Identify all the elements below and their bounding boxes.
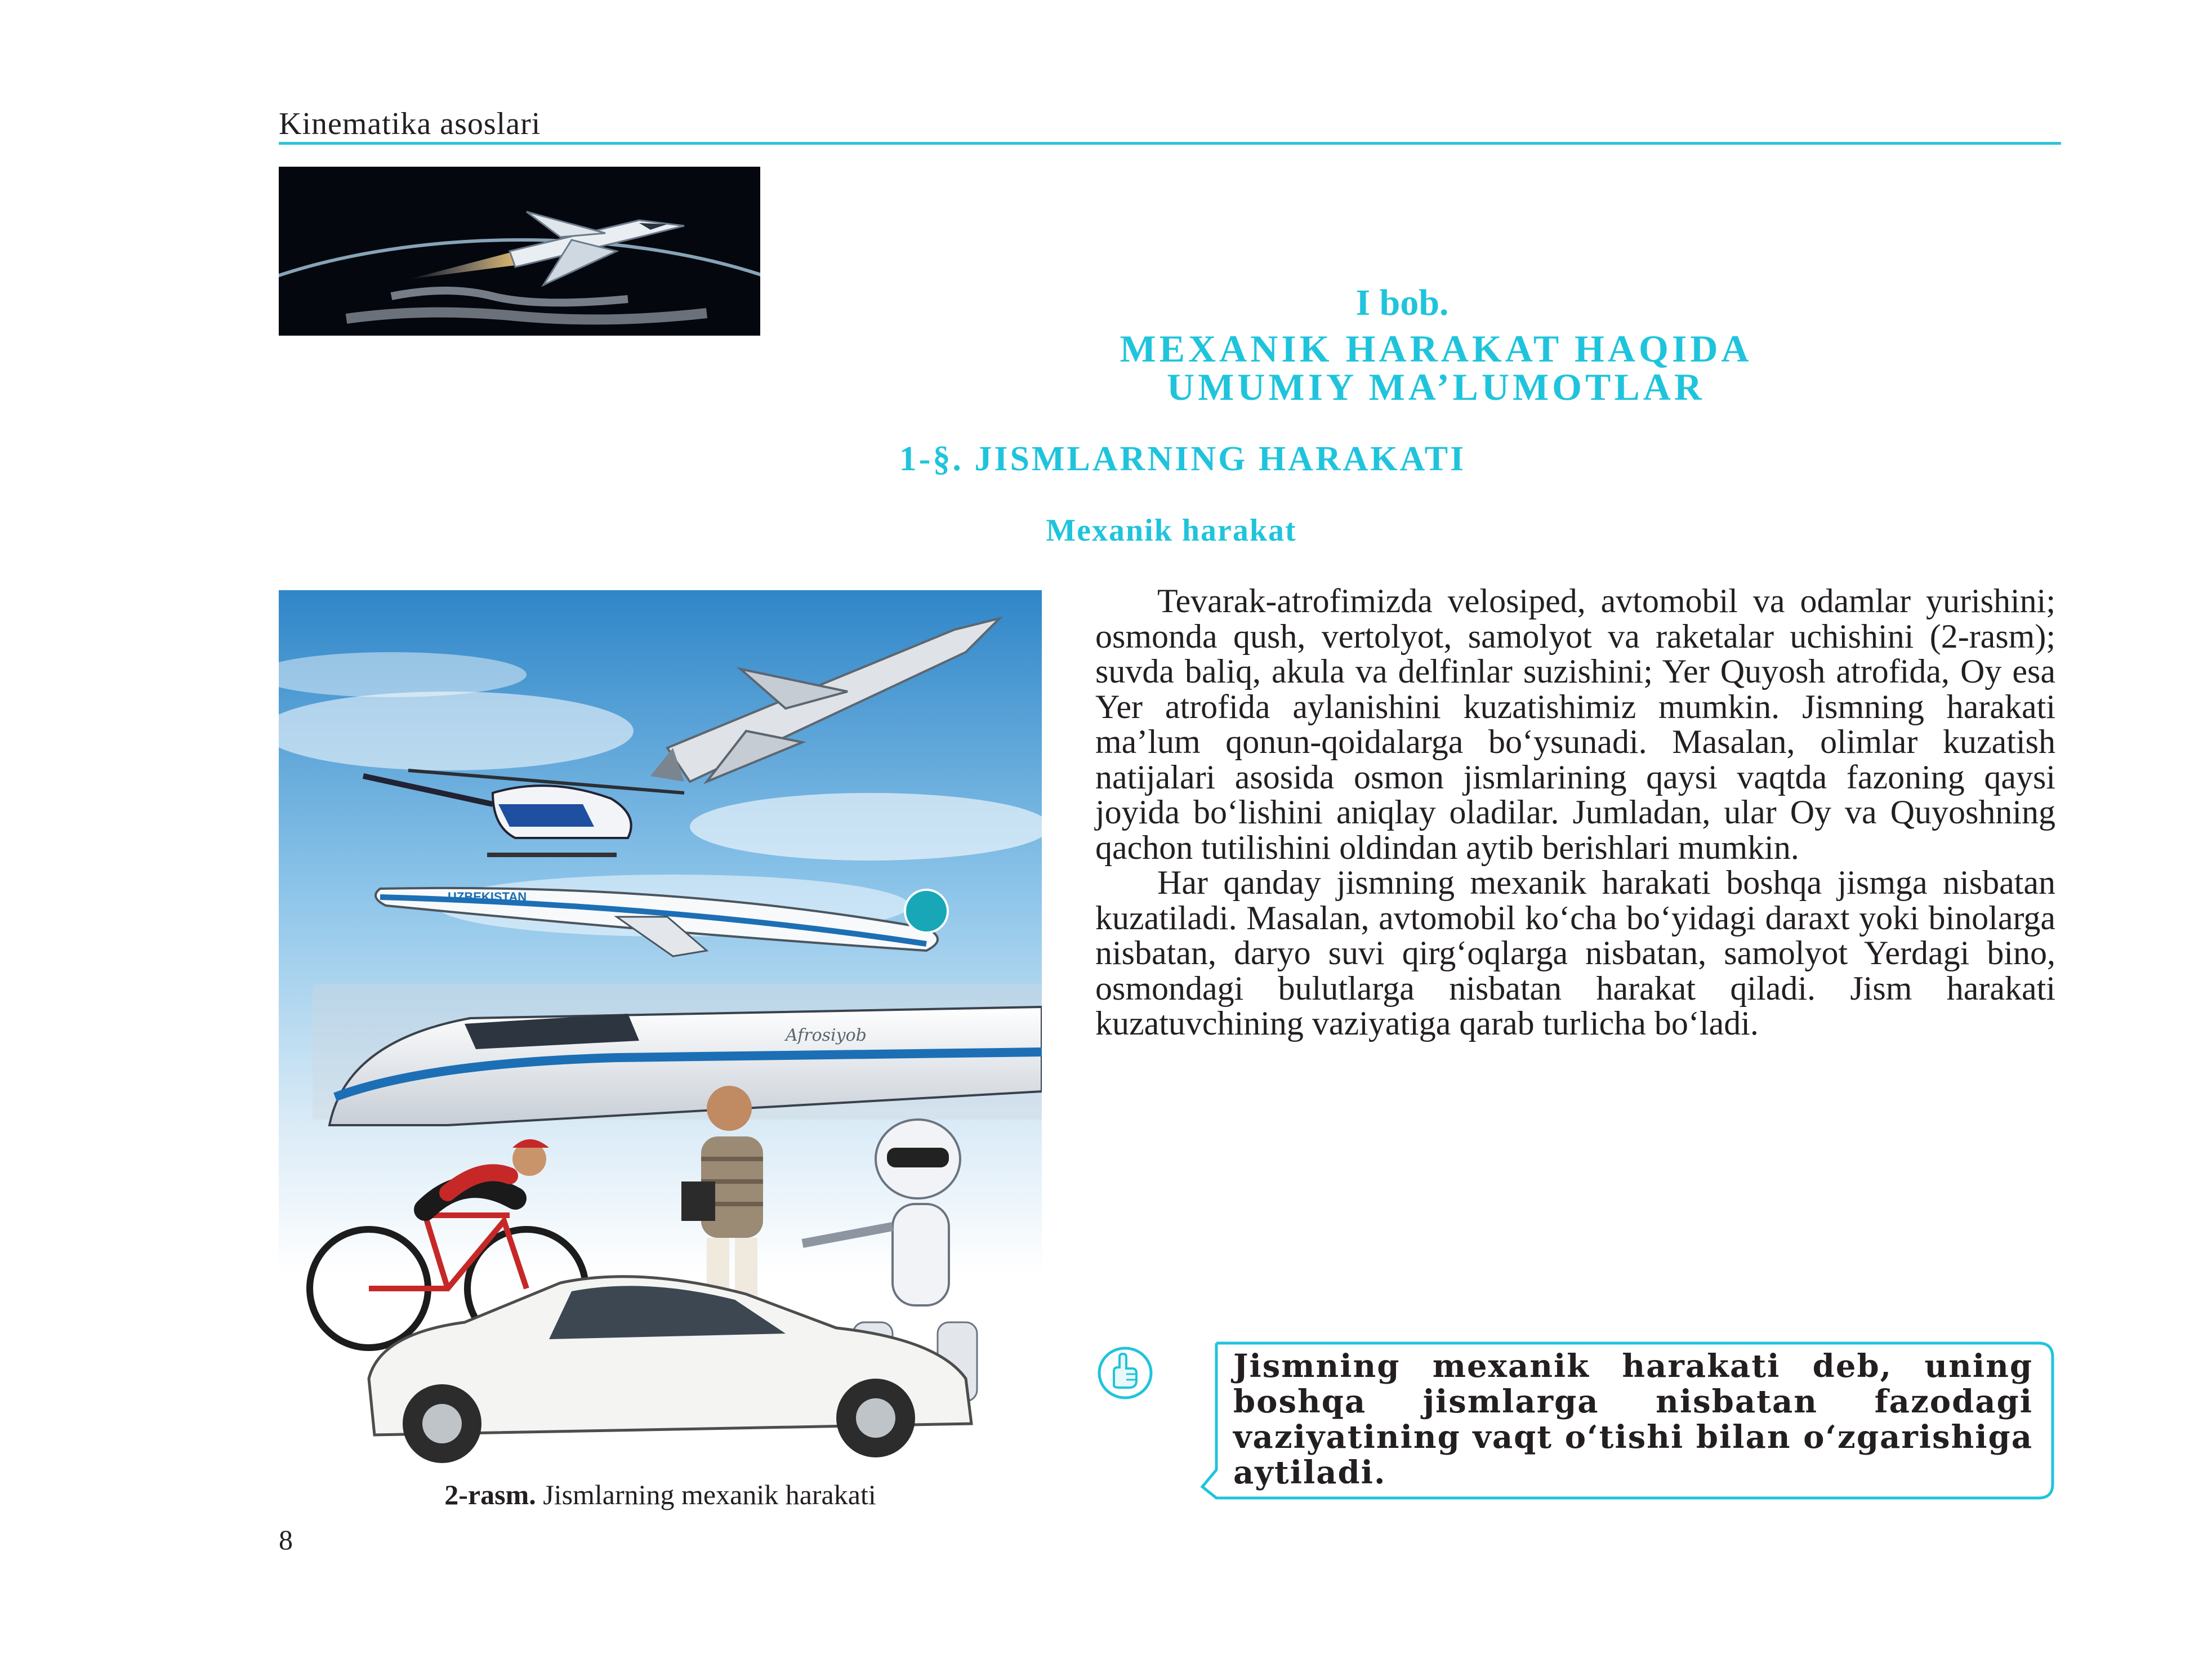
airline-text: UZBEKISTAN (448, 890, 527, 904)
pointing-hand-icon (1097, 1346, 1153, 1400)
paragraph: Har qanday jismning mexanik harakati boshqa jismga nisbatan kuzatiladi. Masalan, avtomobil ko‘cha bo‘yidagi daraxt yoki binolarga nisbatan, daryo suvi qirg‘oqlarga nisbatan, samolyot Yerdagi bino, osmondagi bulutlarga nisbatan harakat qiladi. Jism harakati kuzatuvchining vaziyatiga qarab turlicha bo‘ladi. (1095, 864, 2055, 1042)
running-header: Kinematika asoslari (279, 106, 541, 141)
chapter-title-line1: MEXANIK HARAKAT HAQIDA (1120, 327, 1752, 370)
train-icon (313, 984, 1042, 1125)
page-number: 8 (279, 1524, 293, 1555)
figure-label: 2-rasm. (444, 1479, 536, 1510)
space-plane-illustration (279, 167, 760, 336)
subsection-title: Mexanik harakat (1046, 513, 1297, 548)
train-text: Afrosiyob (786, 1026, 867, 1045)
figure-2-illustration (279, 590, 1042, 1469)
header-rule (279, 142, 2061, 145)
chapter-number: I bob. (1355, 282, 1449, 323)
chapter-title-line2: UMUMIY MA’LUMOTLAR (1167, 365, 1705, 408)
figure-caption (279, 1478, 1042, 1511)
section-title: 1-§. JISMLARNING HARAKATI (899, 440, 1466, 478)
paragraph: Tevarak-atrofimizda velosiped, avtomobil va odamlar yurishini; osmonda qush, vertolyot, samolyot va raketalar uchishini (2-rasm); suvda baliq, akula va delfinlar suzishini; Yer Quyosh atrofida, Oy esa Yer atrofida aylanishini kuzatishimiz mumkin. Jismning harakati ma’lum qonun-qoidalarga bo‘ysunadi. Masalan, olimlar kuzatish natijalari asosida osmon jismlarining qaysi vaqtda fazoning qaysi joyida bo‘lishini aniqlay oladilar. Jumladan, ular Oy va Quyoshning qachon tutilishini oldindan aytib berishlari mumkin. (1095, 582, 2055, 866)
definition-text: Jismning mexanik harakati deb, uning boshqa jismlarga nisbatan fazodagi vaziyatining vaqt o‘tishi bilan o‘zgarishiga aytiladi. (1233, 1348, 2033, 1491)
figure-caption-text: Jismlarning mexanik harakati (536, 1479, 876, 1510)
body-text (1095, 583, 2055, 1041)
